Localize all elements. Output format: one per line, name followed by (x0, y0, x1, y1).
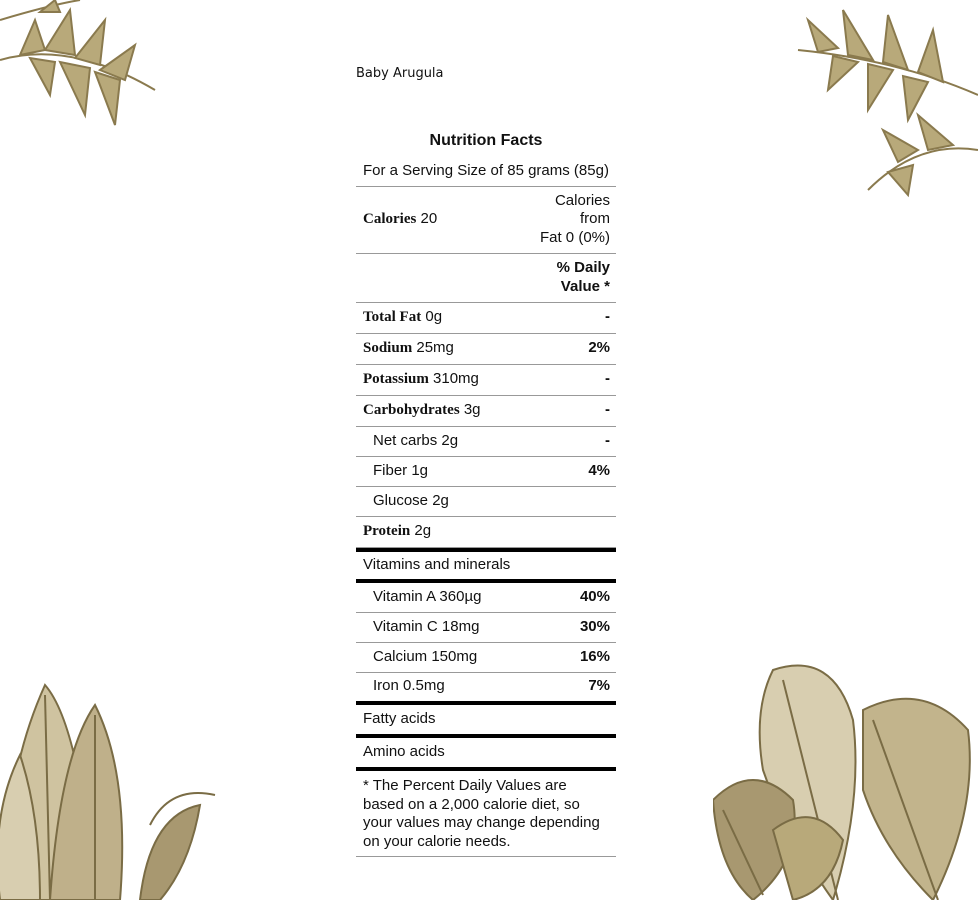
vitamin-row-a (356, 583, 616, 613)
kale-spinach-illustration-bottom-right (713, 650, 978, 900)
vitamins-header: Vitamins and minerals (363, 555, 511, 573)
nutrient-row-total-fat (356, 303, 616, 334)
calories-label: Calories (363, 211, 417, 228)
nutrient-row-carbohydrates (356, 396, 616, 427)
nutrient-name: Potassium (363, 371, 429, 388)
nutrient-row-sodium (356, 334, 616, 365)
vitamin-dv: 16% (579, 647, 610, 665)
nutrient-dv: - (605, 431, 610, 449)
vitamin-name: Vitamin C 18mg (373, 617, 480, 635)
nutrient-dv: 4% (588, 461, 610, 479)
fatty-acids-row (356, 705, 616, 738)
nutrient-name: Total Fat (363, 309, 422, 326)
fatty-acids-label: Fatty acids (363, 709, 436, 727)
nutrient-name: Carbohydrates (363, 402, 460, 419)
vitamin-dv: 7% (588, 677, 610, 695)
nutrient-row-fiber (356, 457, 616, 487)
amino-acids-label: Amino acids (363, 742, 445, 760)
daily-value-header-line2: Value * (560, 277, 610, 295)
vitamin-name: Calcium 150mg (373, 647, 478, 665)
nutrient-dv: - (605, 370, 610, 388)
calories-row (356, 187, 616, 254)
arugula-illustration-top-right (788, 0, 978, 200)
nutrient-amount: 2g (414, 522, 432, 540)
calories-from-fat-line2: from (580, 210, 610, 228)
serving-size: For a Serving Size of 85 grams (85g) (356, 159, 616, 187)
nutrient-amount: 25mg (416, 339, 454, 357)
nutrient-amount: 0g (425, 308, 443, 326)
nutrient-row-potassium (356, 365, 616, 396)
calories-value: 20 (420, 210, 438, 228)
nutrient-name: Net carbs 2g (373, 431, 459, 449)
nutrient-name: Sodium (363, 340, 413, 357)
nutrient-row-net-carbs (356, 427, 616, 457)
nutrient-amount: 310mg (433, 370, 479, 388)
nutrient-row-protein (356, 517, 616, 548)
vitamins-header-row (356, 548, 616, 583)
nutrient-amount: 3g (463, 401, 481, 419)
nutrient-row-glucose (356, 487, 616, 517)
nutrition-facts-label (356, 128, 616, 857)
vitamin-name: Vitamin A 360µg (373, 587, 482, 605)
daily-value-header-line1: % Daily (556, 259, 610, 276)
nutrient-dv: - (605, 401, 610, 419)
amino-acids-row (356, 738, 616, 771)
vitamin-dv: 40% (579, 587, 610, 605)
vitamin-row-calcium (356, 643, 616, 673)
daily-value-header (356, 254, 616, 303)
calories-from-fat (540, 192, 610, 248)
vitamin-name: Iron 0.5mg (373, 677, 445, 695)
vitamin-row-c (356, 613, 616, 643)
nutrient-dv: 2% (588, 339, 610, 357)
calories-from-fat-line3: Fat 0 (0%) (539, 229, 610, 247)
product-title: Baby Arugula (356, 66, 444, 81)
vitamin-dv: 30% (579, 617, 610, 635)
nutrient-name: Fiber 1g (373, 461, 429, 479)
daily-value-footnote: * The Percent Daily Values are based on a 2,000 calorie diet, so your values may change depending on your calorie needs. (356, 771, 616, 857)
arugula-illustration-top-left (0, 0, 170, 140)
nutrition-facts-title: Nutrition Facts (429, 132, 543, 149)
calories-from-fat-line1: Calories (554, 191, 610, 209)
nutrient-dv: - (605, 308, 610, 326)
lettuce-illustration-bottom-left (0, 665, 225, 900)
nutrient-name: Glucose 2g (373, 491, 449, 509)
vitamin-row-iron (356, 673, 616, 705)
nutrient-name: Protein (363, 523, 411, 540)
